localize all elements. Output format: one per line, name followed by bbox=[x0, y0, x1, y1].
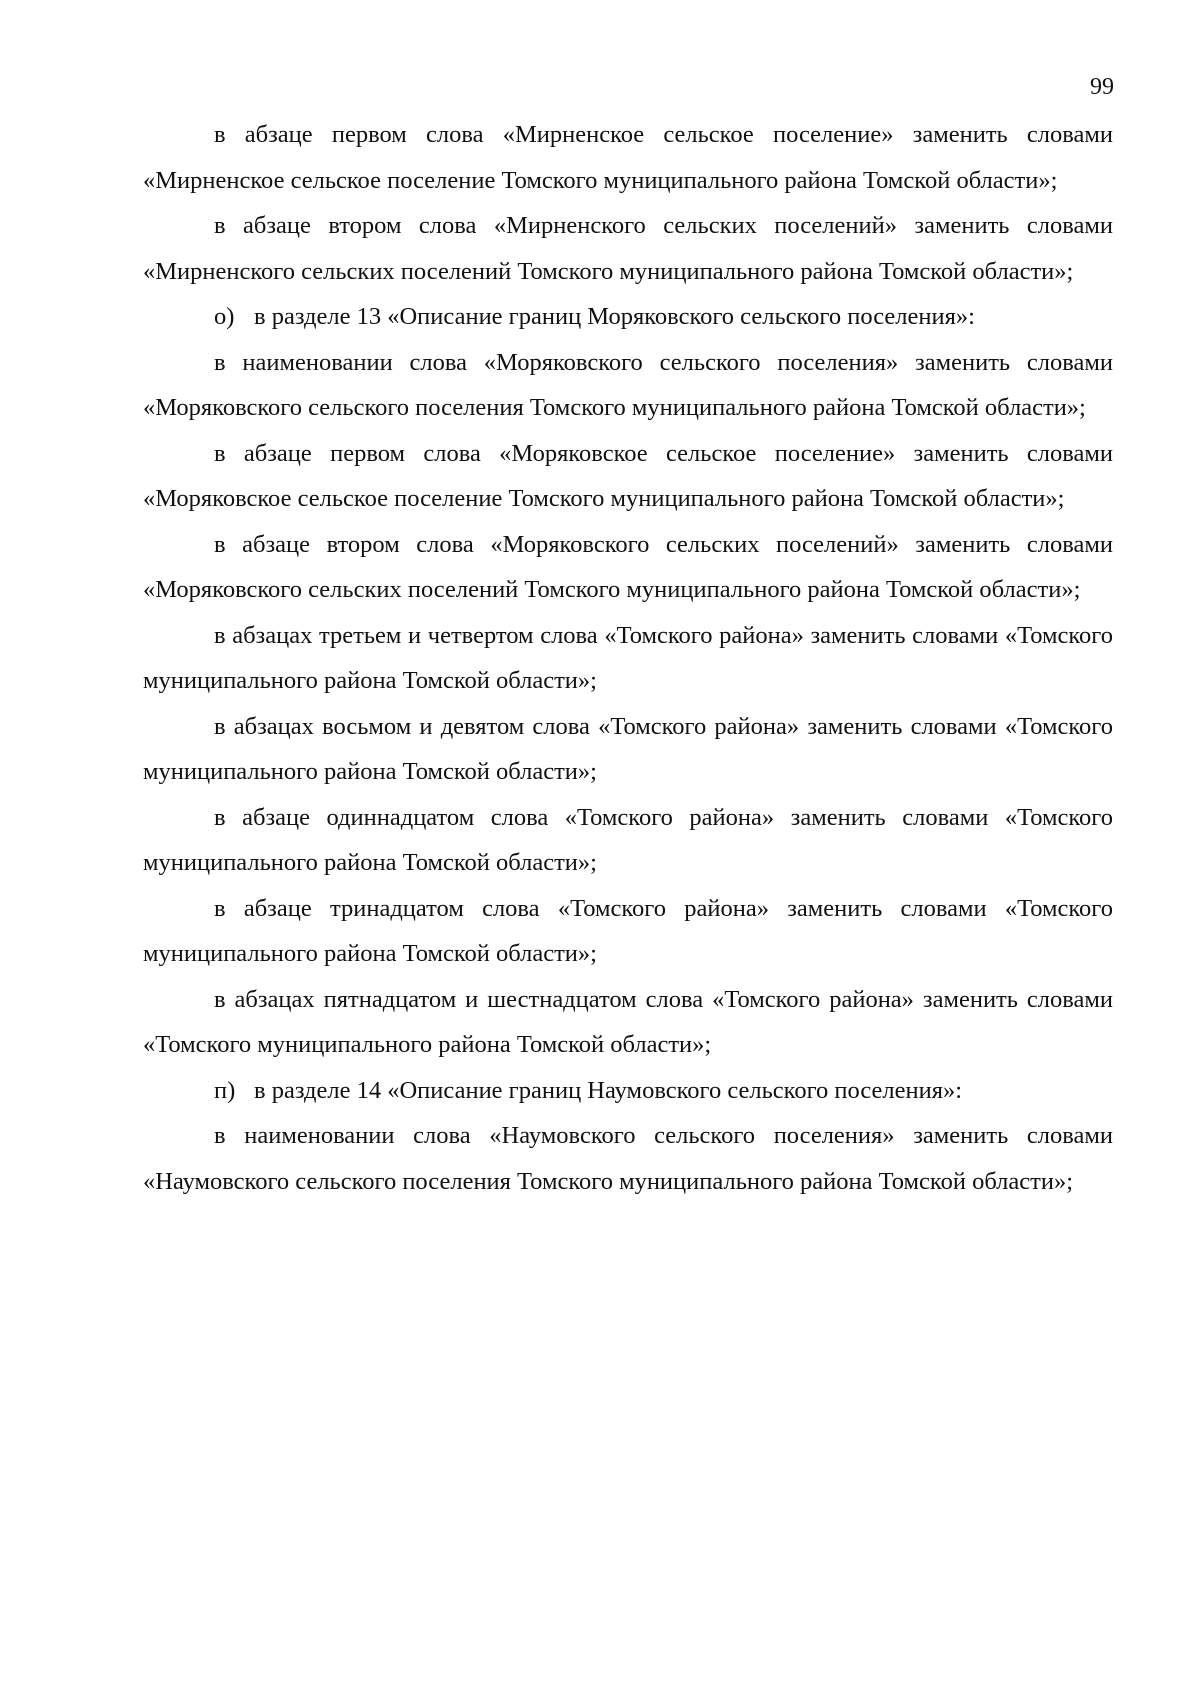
section-marker: п) bbox=[214, 1076, 236, 1104]
paragraph: в абзаце одиннадцатом слова «Томского района» заменить словами «Томского муниципального района Томской области»; bbox=[143, 803, 1113, 876]
paragraph: в наименовании слова «Моряковского сельского поселения» заменить словами «Моряковского сельского поселения Томского муниципального района Томской области»; bbox=[143, 348, 1113, 421]
section-heading-text: в разделе 13 «Описание границ Моряковского сельского поселения»: bbox=[254, 303, 975, 330]
paragraph: в абзацах третьем и четвертом слова «Томского района» заменить словами «Томского муниципального района Томской области»; bbox=[143, 621, 1113, 694]
paragraph: в абзаце втором слова «Мирненского сельских поселений» заменить словами «Мирненского сельских поселений Томского муниципального района Томской области»; bbox=[143, 212, 1113, 285]
paragraph: в абзаце первом слова «Моряковское сельское поселение» заменить словами «Моряковское сельское поселение Томского муниципального района Томской области»; bbox=[143, 439, 1113, 512]
paragraph: в абзацах восьмом и девятом слова «Томского района» заменить словами «Томского муниципального района Томской области»; bbox=[143, 712, 1113, 785]
section-heading bbox=[143, 1068, 1113, 1114]
paragraph: в абзаце первом слова «Мирненское сельское поселение» заменить словами «Мирненское сельское поселение Томского муниципального района Томской области»; bbox=[143, 121, 1113, 194]
section-marker: о) bbox=[214, 303, 235, 330]
section-heading bbox=[143, 294, 1113, 340]
paragraph: в абзаце втором слова «Моряковского сельских поселений» заменить словами «Моряковского сельских поселений Томского муниципального района Томской области»; bbox=[143, 530, 1113, 603]
paragraph: в наименовании слова «Наумовского сельского поселения» заменить словами «Наумовского сельского поселения Томского муниципального района Томской области»; bbox=[143, 1122, 1113, 1195]
section-heading-text: в разделе 14 «Описание границ Наумовского сельского поселения»: bbox=[254, 1076, 963, 1104]
document-body bbox=[143, 112, 1113, 1204]
paragraph: в абзацах пятнадцатом и шестнадцатом слова «Томского района» заменить словами «Томского муниципального района Томской области»; bbox=[143, 985, 1113, 1058]
paragraph: в абзаце тринадцатом слова «Томского района» заменить словами «Томского муниципального района Томской области»; bbox=[143, 894, 1113, 967]
page-number: 99 bbox=[1090, 74, 1114, 100]
